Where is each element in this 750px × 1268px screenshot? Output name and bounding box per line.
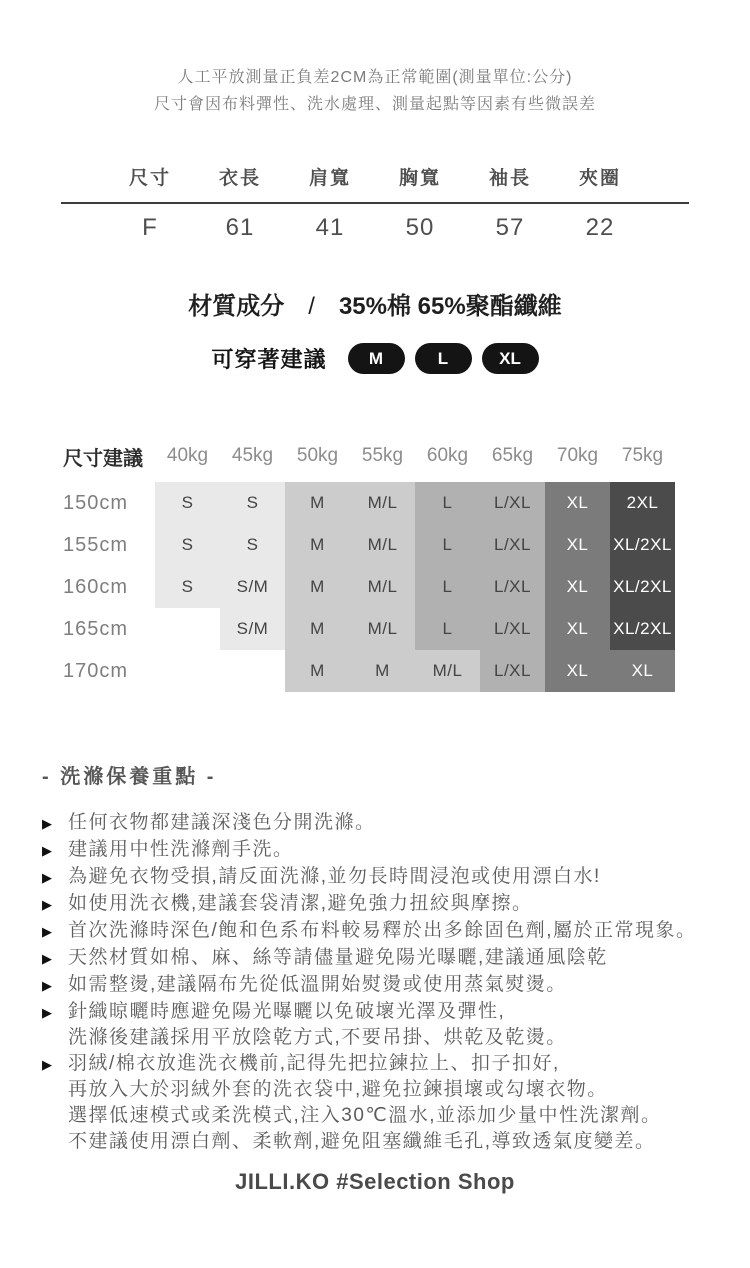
care-item (42, 864, 750, 891)
bullet-triangle-icon: ▶ (42, 978, 52, 993)
size-chart (63, 442, 675, 692)
size-chart-cell: L (415, 608, 480, 650)
care-item-line: 任何衣物都建議深淺色分開洗滌。 (68, 812, 376, 833)
care-item-line: 如需整燙,建議隔布先從低溫開始熨燙或使用蒸氣熨燙。 (68, 974, 567, 995)
size-chart-cell: XL (610, 650, 675, 692)
disclaimer-line-2: 尺寸會因布料彈性、洗水處理、測量起點等因素有些微誤差 (153, 96, 596, 113)
size-chart-row (63, 524, 675, 566)
care-item-text (68, 837, 294, 864)
care-item-text (68, 972, 567, 999)
size-chart-body (63, 482, 675, 692)
measurement-table (61, 163, 689, 242)
size-chart-row (63, 482, 675, 524)
size-chart-cell: S (155, 482, 220, 524)
bullet-triangle-icon: ▶ (42, 924, 52, 939)
measurement-header-cell: 尺寸 (128, 168, 171, 189)
size-chart-cell: S/M (220, 566, 285, 608)
weight-header-cell: 65kg (491, 445, 534, 466)
height-label: 165cm (63, 617, 129, 640)
bullet-triangle-icon: ▶ (42, 897, 52, 912)
fit-recommendation (0, 343, 750, 374)
size-chart-cell: L/XL (480, 482, 545, 524)
size-chart-cell: S/M (220, 608, 285, 650)
weight-header-cell: 50kg (296, 445, 339, 466)
size-chart-cell: M/L (350, 608, 415, 650)
size-badge-m: M (348, 343, 405, 374)
size-badge-xl: XL (482, 343, 539, 374)
care-item (42, 837, 750, 864)
care-item-line: 羽絨/棉衣放進洗衣機前,記得先把拉鍊拉上、扣子扣好, (68, 1053, 560, 1074)
size-chart-cell: M (285, 566, 350, 608)
size-chart-row (63, 650, 675, 692)
size-chart-cell: M/L (415, 650, 480, 692)
size-chart-cell: M (285, 650, 350, 692)
footer-brand: JILLI.KO #Selection Shop (235, 1169, 515, 1194)
size-chart-cell: M (285, 524, 350, 566)
size-chart-cell: L/XL (480, 650, 545, 692)
size-chart-cell (155, 650, 220, 692)
measurement-header-cell: 夾圈 (578, 168, 621, 189)
material-separator: / (308, 293, 315, 320)
measurement-value-row (61, 214, 689, 242)
height-label: 155cm (63, 533, 129, 556)
care-item-line: 建議用中性洗滌劑手洗。 (68, 839, 294, 860)
care-item-line: 不建議使用漂白劑、柔軟劑,避免阻塞纖維毛孔,導致透氣度變差。 (68, 1131, 656, 1152)
care-item (42, 1051, 750, 1155)
care-item-text (68, 864, 601, 891)
size-chart-cell: M (285, 482, 350, 524)
care-item (42, 945, 750, 972)
bullet-triangle-icon: ▶ (42, 1057, 52, 1072)
size-chart-cell: S (220, 482, 285, 524)
weight-header-cell: 40kg (166, 445, 209, 466)
size-chart-cell: XL (545, 524, 610, 566)
size-chart-cell: M/L (350, 482, 415, 524)
measurement-header-cell: 袖長 (488, 168, 531, 189)
care-item (42, 972, 750, 999)
size-chart-cell: M (350, 650, 415, 692)
size-chart-cell: L/XL (480, 608, 545, 650)
weight-header-cell: 75kg (621, 445, 664, 466)
disclaimer-line-1: 人工平放測量正負差2CM為正常範圍(測量單位:公分) (177, 69, 573, 86)
size-chart-cell: XL/2XL (610, 524, 675, 566)
care-list (42, 810, 750, 1155)
care-item-line: 選擇低速模式或柔洗模式,注入30℃溫水,並添加少量中性洗潔劑。 (68, 1105, 662, 1126)
size-chart-cell (220, 650, 285, 692)
height-label: 150cm (63, 491, 129, 514)
measurement-value-cell: 50 (405, 214, 435, 241)
size-chart-cell: S (220, 524, 285, 566)
bullet-triangle-icon: ▶ (42, 1005, 52, 1020)
size-chart-cell (155, 608, 220, 650)
weight-header-cell: 60kg (426, 445, 469, 466)
size-chart-cell: M (285, 608, 350, 650)
care-item-text (68, 810, 376, 837)
size-chart-cell: L/XL (480, 566, 545, 608)
material-composition (0, 292, 750, 322)
care-item (42, 810, 750, 837)
size-chart-cell: 2XL (610, 482, 675, 524)
weight-header-cell: 45kg (231, 445, 274, 466)
size-chart-cell: M/L (350, 566, 415, 608)
size-chart-cell: XL/2XL (610, 566, 675, 608)
size-chart-cell: XL (545, 650, 610, 692)
weight-header-cell: 55kg (361, 445, 404, 466)
size-chart-cell: L (415, 566, 480, 608)
care-item-text (68, 1051, 662, 1155)
size-chart-corner-label: 尺寸建議 (63, 447, 143, 470)
care-item-line: 再放入大於羽絨外套的洗衣袋中,避免拉鍊損壞或勾壞衣物。 (68, 1079, 608, 1100)
care-item-line: 天然材質如棉、麻、絲等請儘量避免陽光曝曬,建議通風陰乾 (68, 947, 608, 968)
size-chart-cell: L/XL (480, 524, 545, 566)
care-item-line: 洗滌後建議採用平放陰乾方式,不要吊掛、烘乾及乾燙。 (68, 1027, 567, 1048)
care-item-text (68, 999, 567, 1051)
measurement-value-cell: 41 (315, 214, 345, 241)
size-badge-l: L (415, 343, 472, 374)
weight-header-cell: 70kg (556, 445, 599, 466)
measurement-value-cell: 61 (225, 214, 255, 241)
measurement-header-cell: 肩寬 (308, 168, 351, 189)
size-chart-cell: XL/2XL (610, 608, 675, 650)
measurement-disclaimer (0, 64, 750, 118)
size-chart-row (63, 566, 675, 608)
care-item-text (68, 891, 533, 918)
size-chart-cell: L (415, 524, 480, 566)
bullet-triangle-icon: ▶ (42, 816, 52, 831)
care-item-line: 如使用洗衣機,建議套袋清潔,避免強力扭絞與摩擦。 (68, 893, 533, 914)
care-item (42, 918, 750, 945)
size-chart-cell: M/L (350, 524, 415, 566)
size-chart-cell: XL (545, 566, 610, 608)
size-chart-cell: L (415, 482, 480, 524)
bullet-triangle-icon: ▶ (42, 951, 52, 966)
material-value: 35%棉 65%聚酯纖維 (338, 293, 562, 320)
measurement-header-row (61, 163, 689, 204)
care-item (42, 891, 750, 918)
size-chart-row (63, 608, 675, 650)
care-section (42, 764, 750, 1155)
size-chart-cell: S (155, 566, 220, 608)
care-item-text (68, 918, 697, 945)
size-chart-header-row (63, 442, 675, 470)
measurement-header-cell: 胸寬 (398, 168, 441, 189)
care-item-line: 首次洗滌時深色/飽和色系布料較易釋於出多餘固色劑,屬於正常現象。 (68, 920, 697, 941)
measurement-value-cell: F (142, 214, 158, 241)
care-item-line: 為避免衣物受損,請反面洗滌,並勿長時間浸泡或使用漂白水! (68, 866, 601, 887)
bullet-triangle-icon: ▶ (42, 870, 52, 885)
care-item-text (68, 945, 608, 972)
measurement-value-cell: 22 (585, 214, 615, 241)
measurement-header-cell: 衣長 (218, 168, 261, 189)
height-label: 170cm (63, 659, 129, 682)
material-label: 材質成分 (188, 293, 285, 320)
care-item (42, 999, 750, 1051)
size-chart-cell: XL (545, 482, 610, 524)
measurement-value-cell: 57 (495, 214, 525, 241)
height-label: 160cm (63, 575, 129, 598)
bullet-triangle-icon: ▶ (42, 843, 52, 858)
size-chart-cell: XL (545, 608, 610, 650)
care-heading: - 洗滌保養重點 - (42, 766, 217, 788)
fit-badge-group (338, 343, 539, 374)
fit-label: 可穿著建議 (211, 347, 327, 372)
care-item-line: 針織晾曬時應避免陽光曝曬以免破壞光澤及彈性, (68, 1001, 506, 1022)
size-chart-cell: S (155, 524, 220, 566)
